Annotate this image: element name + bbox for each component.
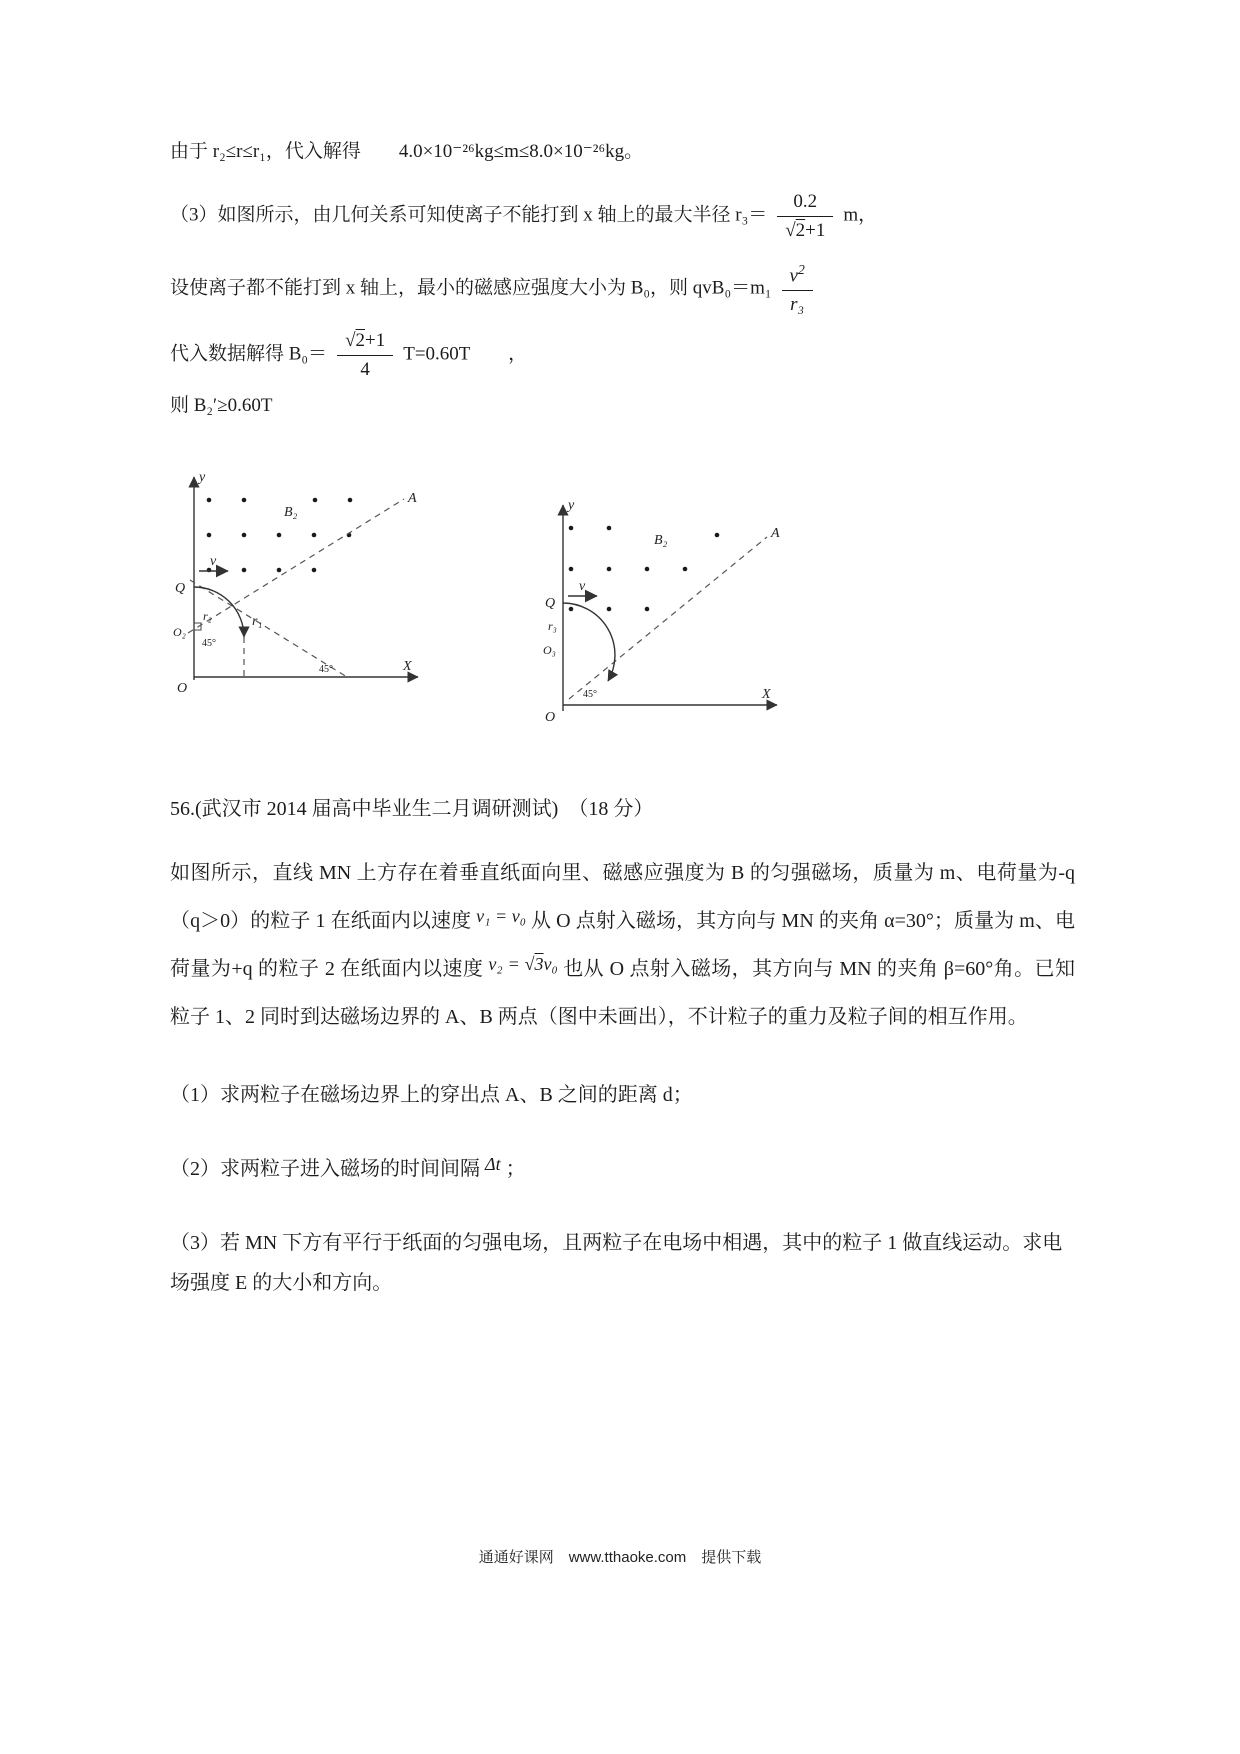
point-a-label: A (408, 491, 417, 507)
angle-45-top-label: 45° (202, 638, 216, 650)
radius-r3-label: r₃ (548, 619, 557, 634)
fraction-sqrt2plus1-over-4 (337, 330, 393, 381)
fraction-r3-denominator (777, 216, 833, 242)
point-a-label: A (771, 526, 780, 542)
x-axis-label: X (403, 659, 412, 675)
r3-unit-text: m， (843, 204, 878, 226)
figure-left-diagram (172, 465, 437, 710)
field-dots (207, 498, 353, 573)
sqrt-sign: √ (524, 954, 535, 975)
figure-left-container (172, 465, 437, 739)
r3-expression-text: （3）如图所示，由几何关系可知使离子不能打到 x 轴上的最大半径 r₃＝ (170, 204, 768, 226)
document-body (170, 138, 1075, 1303)
problem-56-heading-text: 56.(武汉市 2014 届高中毕业生二月调研测试) （18 分） (170, 798, 654, 821)
fraction-r3-numerator: 0.2 (793, 191, 818, 212)
solution-line-mass-range (170, 138, 1075, 165)
solution-line-b0-equation (170, 262, 1075, 316)
fraction-denominator-4: 4 (337, 355, 393, 381)
y-axis-label: y (199, 470, 206, 486)
dashed-45-line (190, 580, 347, 677)
math-delta-t: Δt (485, 1154, 501, 1175)
math-v1-equals-v0: v₁ = v₀ (476, 906, 526, 927)
point-q-label: Q (175, 581, 186, 597)
field-b2-label: B₂ (654, 533, 668, 549)
point-o3-label: O₃ (543, 643, 556, 658)
problem-56-heading (170, 795, 1075, 823)
item-1-text: （1）求两粒子在磁场边界上的穿出点 A、B 之间的距离 d； (170, 1084, 693, 1107)
item-2-punctuation: ； (505, 1158, 526, 1181)
denominator-rest: +1 (805, 219, 826, 241)
v-symbol: v (789, 265, 798, 287)
mass-range-text: 由于 r₂≤r≤r₁，代入解得 4.0×10⁻²⁶kg≤m≤8.0×10⁻²⁶kg。 (170, 141, 644, 162)
angle-45-bottom-label: 45° (319, 664, 333, 676)
problem-56-statement (170, 849, 1075, 1041)
origin-label: O (177, 681, 188, 697)
math-v2-suffix: v₀ (543, 954, 558, 975)
solution-line-r3 (170, 191, 1075, 242)
figure-right-diagram (539, 493, 789, 733)
radius-r2-label: r₂ (203, 609, 212, 624)
field-dots (569, 526, 720, 612)
item-2-text: （2）求两粒子进入磁场的时间间隔 (170, 1158, 480, 1181)
figures-row (170, 465, 1075, 739)
y-axis-label: y (568, 498, 575, 514)
math-v2-equals-sqrt3-v0 (483, 954, 562, 974)
ion-trajectory-arc-r3 (563, 603, 615, 681)
sqrt-radicand: 3 (534, 954, 544, 975)
trailing-comma: ， (470, 343, 528, 365)
radius-r1-label: r₁ (252, 614, 263, 630)
solution-line-b2-condition (170, 392, 1075, 419)
sqrt-sign: √ (785, 219, 796, 241)
fraction-v2-numerator (782, 262, 813, 290)
problem-56-item-2 (170, 1149, 1075, 1189)
v-exponent: 2 (797, 261, 805, 277)
statement-part-2: 从 O 点射入磁场，其方向与 MN 的夹角 α=30°；质量为 m、电荷量为+q 的粒子 2 在纸面内以速度 (170, 910, 1076, 981)
sqrt-sign: √ (345, 329, 356, 351)
point-o2-label: O₂ (173, 625, 186, 640)
fraction-r3 (777, 191, 833, 242)
problem-56-item-1 (170, 1075, 1075, 1115)
velocity-label: v (210, 554, 217, 570)
b2-condition-text: 则 B₂′≥0.60T (170, 395, 273, 417)
fraction-v2-over-r3 (782, 262, 813, 316)
statement-part-1: 如图所示，直线 MN 上方存在着垂直纸面向里、磁感应强度为 B 的匀强磁场，质量为 m、电荷量为-q（q＞0）的粒子 1 在纸面内以速度 (170, 862, 1075, 933)
b0-result-text: T=0.60T (403, 343, 471, 365)
field-b2-label: B₂ (284, 505, 298, 521)
statement-part-3: 也从 O 点射入磁场，其方向与 MN 的夹角 β=60°角。已知粒子 1、2 同时到达磁场边界的 A、B 两点（图中未画出），不计粒子的重力及粒子间的相互作用。 (170, 958, 1075, 1029)
sqrt-radicand: 2 (795, 219, 806, 241)
footer-text: 通通好课网 www.tthaoke.com 提供下载 (478, 1549, 762, 1566)
item-3-text: （3）若 MN 下方有平行于纸面的匀强电场，且两粒子在电场中相遇，其中的粒子 1 做直线运动。求电场强度 E 的大小和方向。 (170, 1232, 1063, 1295)
fraction-numerator-sqrt (337, 330, 393, 355)
origin-label: O (545, 710, 556, 726)
angle-45-label: 45° (583, 689, 597, 701)
math-v2-prefix: v₂ = (488, 954, 525, 975)
b0-equation-text: 设使离子都不能打到 x 轴上，最小的磁感应强度大小为 B₀，则 qvB₀＝m₁ (170, 277, 772, 299)
problem-56-item-3 (170, 1223, 1075, 1303)
page-footer (0, 1546, 1240, 1567)
velocity-label: v (579, 579, 586, 595)
b0-value-text: 代入数据解得 B₀＝ (170, 343, 328, 365)
solution-line-b0-value (170, 330, 1075, 381)
fraction-r3-den: r₃ (782, 290, 813, 316)
numerator-rest: +1 (365, 329, 386, 351)
sqrt-radicand: 2 (355, 329, 365, 351)
point-q-label: Q (545, 596, 556, 612)
figure-right-container (539, 493, 789, 739)
x-axis-label: X (762, 687, 771, 703)
